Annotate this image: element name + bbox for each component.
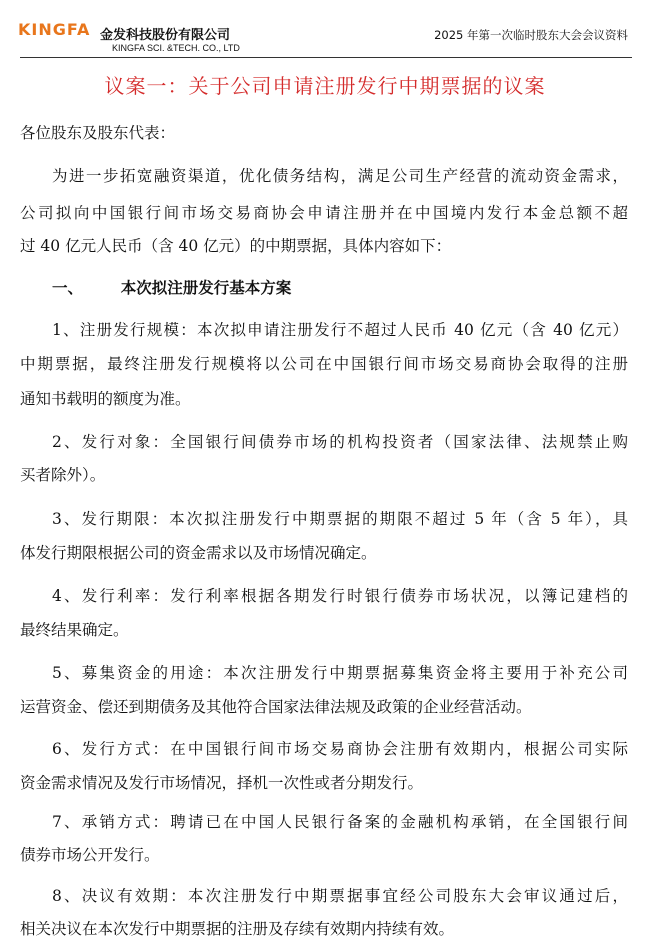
- page-header: [0, 0, 650, 58]
- item-line: 相关决议在本次发行中期票据的注册及存续有效期内持续有效。: [20, 920, 455, 938]
- proposal-heading: 议案一：关于公司申请注册发行中期票据的议案: [104, 74, 546, 98]
- item-line: 6、发行方式：在中国银行间市场交易商协会注册有效期内，根据公司实际: [52, 740, 628, 758]
- company-name-cn: 金发科技股份有限公司: [100, 28, 231, 43]
- intro-line: 公司拟向中国银行间市场交易商协会申请注册并在中国境内发行本金总额不超: [20, 204, 628, 222]
- item-line: 4、发行利率：发行利率根据各期发行时银行债券市场状况，以簿记建档的: [52, 587, 628, 605]
- salutation: 各位股东及股东代表：: [20, 124, 176, 142]
- item-line: 3、发行期限：本次拟注册发行中期票据的期限不超过 5 年（含 5 年），具: [52, 510, 628, 528]
- item-line: 7、承销方式：聘请已在中国人民银行备案的金融机构承销，在全国银行间: [52, 813, 628, 831]
- intro-line: 过 40 亿元人民币（含 40 亿元）的中期票据，具体内容如下：: [20, 237, 452, 255]
- item-line: 5、募集资金的用途：本次注册发行中期票据募集资金将主要用于补充公司: [52, 664, 628, 682]
- item-line: 2、发行对象：全国银行间债券市场的机构投资者（国家法律、法规禁止购: [52, 433, 628, 451]
- item-line: 买者除外）。: [20, 466, 106, 484]
- section-title: 一、 本次拟注册发行基本方案: [52, 278, 292, 297]
- intro-line: 为进一步拓宽融资渠道，优化债务结构，满足公司生产经营的流动资金需求，: [52, 167, 628, 185]
- item-line: 最终结果确定。: [20, 621, 129, 639]
- item-line: 债券市场公开发行。: [20, 846, 160, 864]
- item-line: 运营资金、偿还到期债务及其他符合国家法律法规及政策的企业经营活动。: [20, 698, 532, 716]
- item-line: 资金需求情况及发行市场情况，择机一次性或者分期发行。: [20, 774, 424, 792]
- company-name-en: KINGFA SCI. &TECH. CO., LTD: [112, 43, 240, 53]
- header-divider: [20, 57, 632, 58]
- item-line: 中期票据，最终注册发行规模将以公司在中国银行间市场交易商协会取得的注册: [20, 355, 628, 373]
- kingfa-logo: KINGFA: [18, 20, 91, 39]
- item-line: 体发行期限根据公司的资金需求以及市场情况确定。: [20, 544, 377, 562]
- item-line: 8、决议有效期：本次注册发行中期票据事宜经公司股东大会审议通过后，: [52, 887, 628, 905]
- item-line: 1、注册发行规模：本次拟申请注册发行不超过人民币 40 亿元（含 40 亿元）: [52, 321, 628, 339]
- document-title: 2025 年第一次临时股东大会会议资料: [434, 28, 628, 42]
- item-line: 通知书载明的额度为准。: [20, 390, 191, 408]
